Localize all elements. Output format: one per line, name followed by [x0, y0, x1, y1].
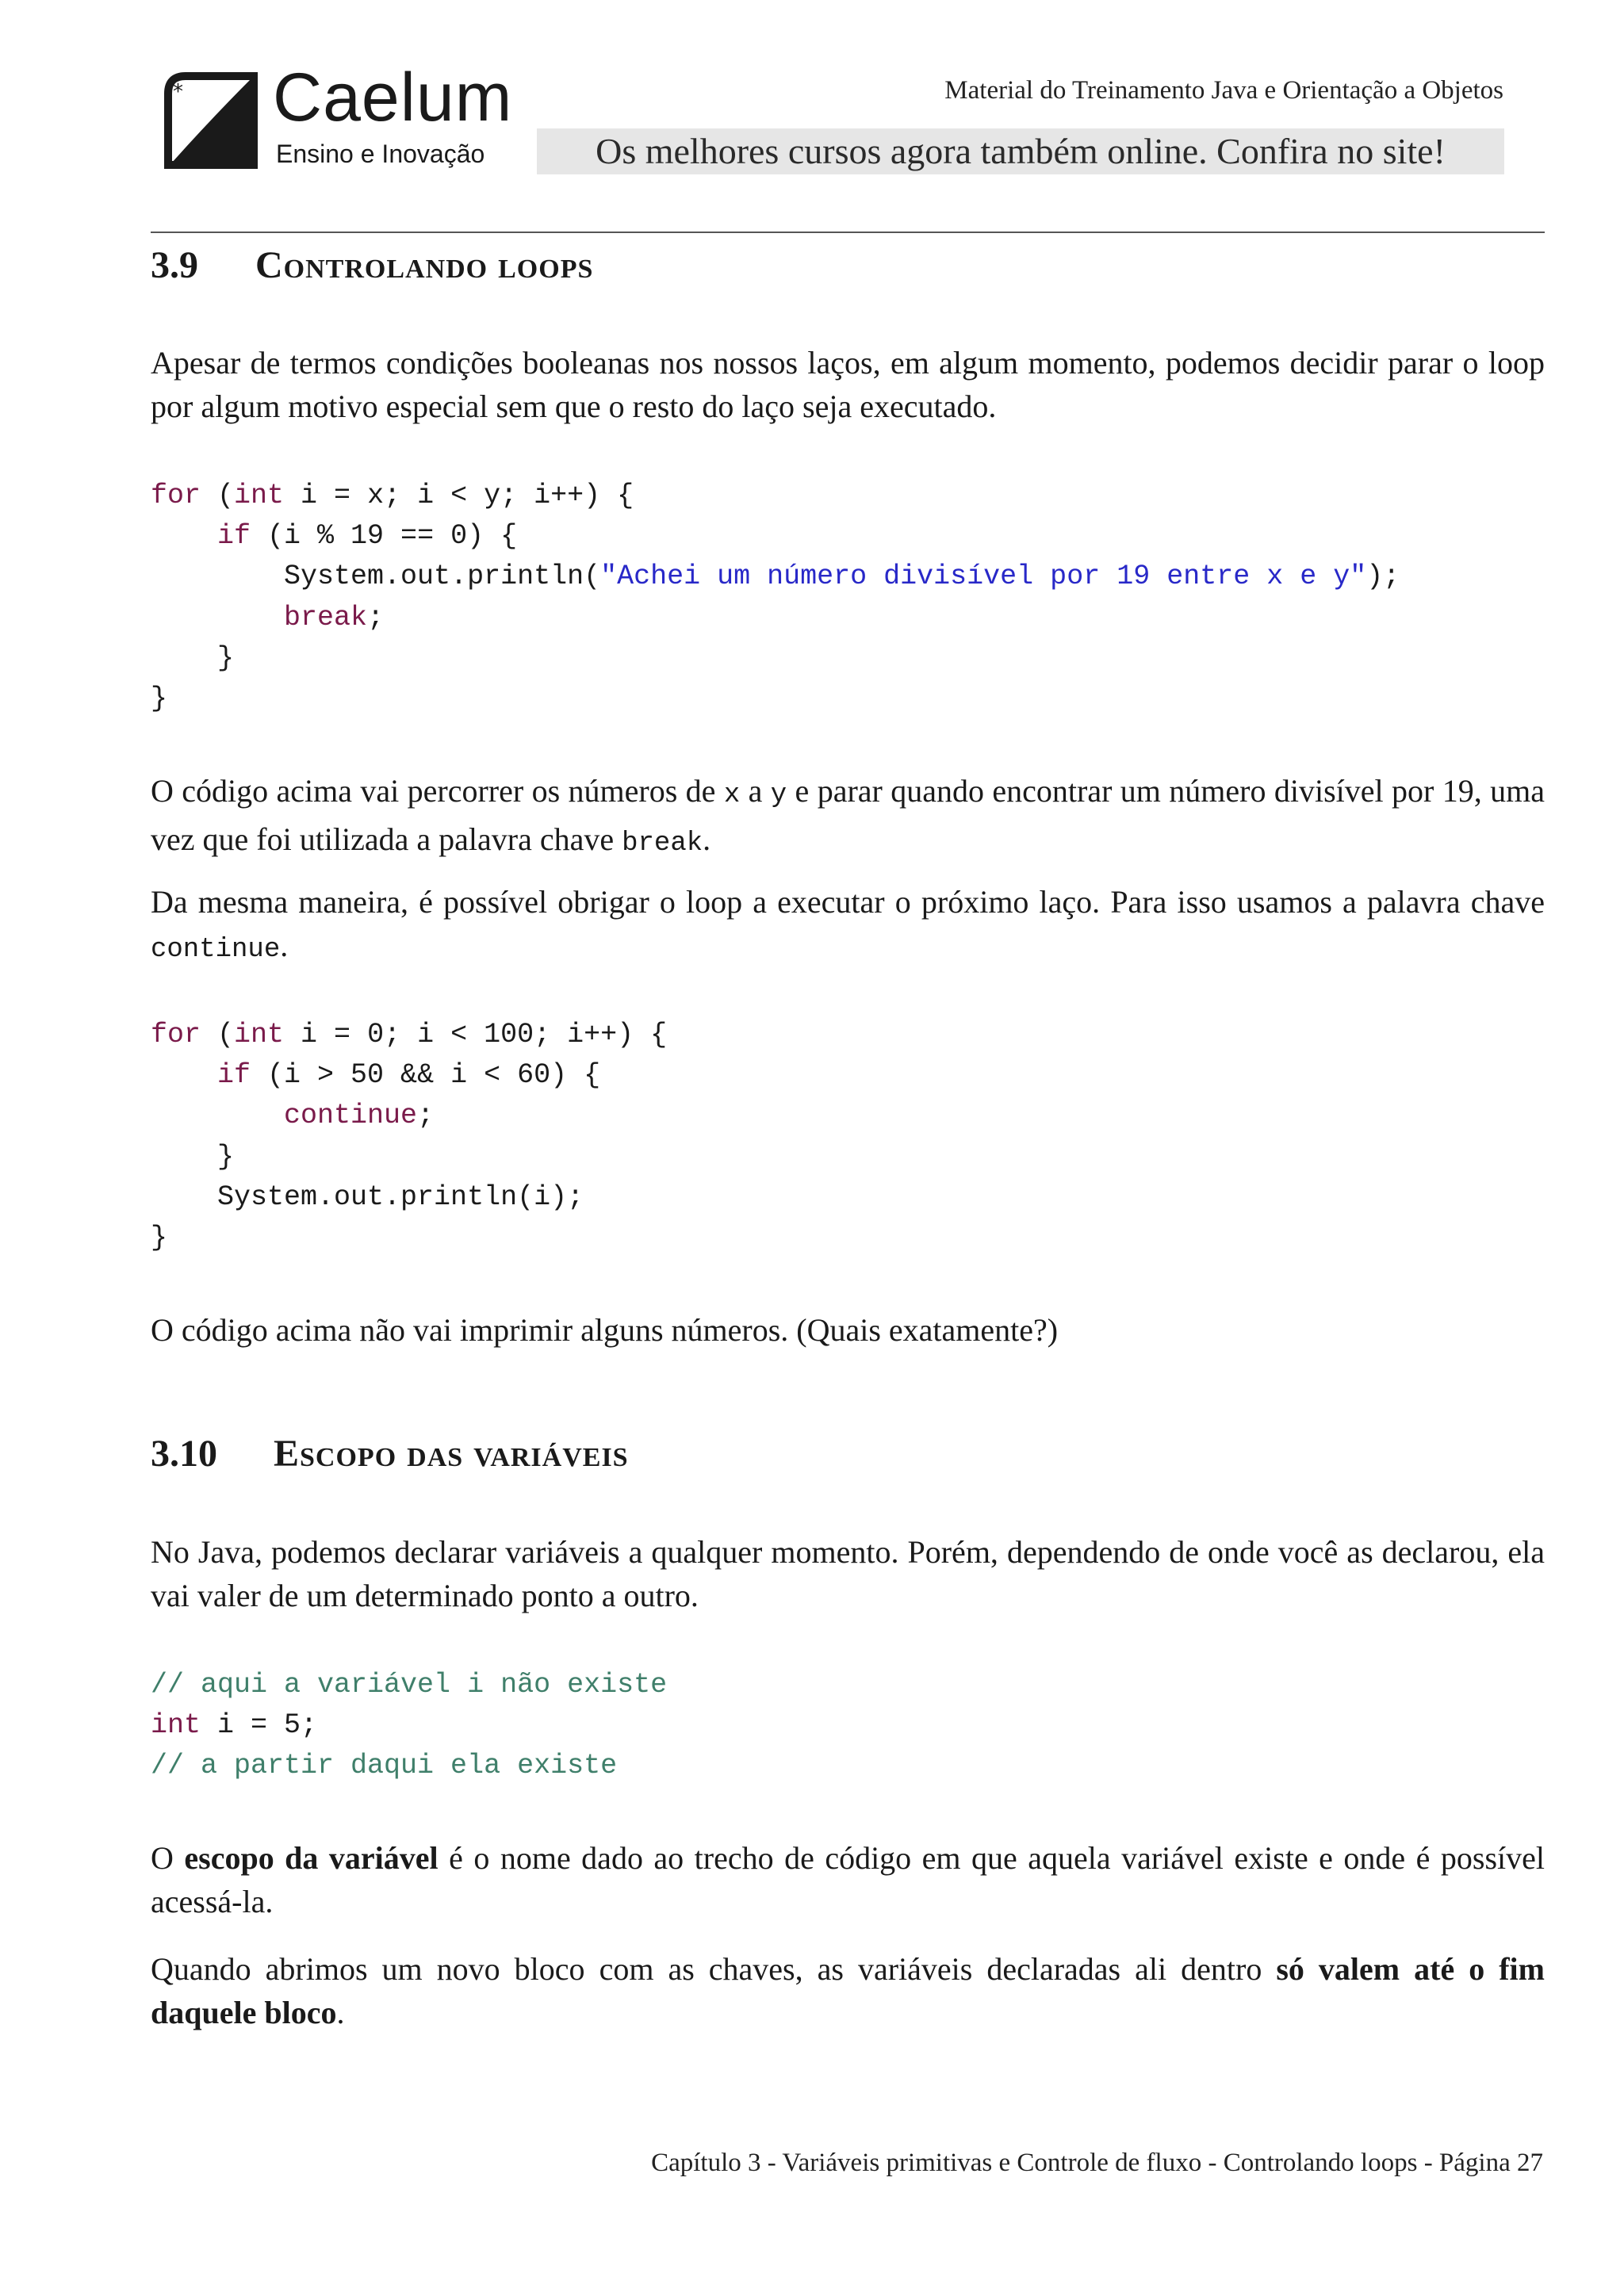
paragraph-scope-definition: O escopo da variável é o nome dado ao trecho de código em que aquela variável existe e onde é possível acessá-la. [151, 1840, 1545, 1919]
paragraph-after-continue: O código acima não vai imprimir alguns números. (Quais exatamente?) [151, 1312, 1059, 1348]
code-block-scope [151, 1665, 667, 1787]
logo-name: Caelum [273, 59, 513, 136]
caelum-logo [157, 59, 513, 176]
code-block-continue [151, 1015, 667, 1258]
logo-tagline: Ensino e Inovação [276, 140, 485, 168]
code-line: if (i % 19 == 0) { [217, 520, 518, 553]
code-line: for (int i = x; i < y; i++) { [151, 480, 634, 511]
code-line: } [151, 683, 168, 715]
section-number: 3.10 [151, 1433, 217, 1475]
header-material-title: Material do Treinamento Java e Orientação a Objetos [944, 76, 1503, 105]
code-line: } [151, 1222, 168, 1254]
section-title: Controlando loops [255, 244, 594, 286]
code-line: if (i > 50 && i < 60) { [217, 1059, 601, 1092]
code-line: break; [284, 601, 385, 633]
code-line: // aqui a variável i não existe [151, 1669, 668, 1701]
code-line: // a partir daqui ela existe [151, 1750, 618, 1782]
svg-text:*: * [173, 80, 183, 104]
code-line: } [151, 641, 235, 674]
section-number: 3.9 [151, 244, 198, 286]
code-line: for (int i = 0; i < 100; i++) { [151, 1019, 668, 1050]
code-line: System.out.println("Achei um número divisível por 19 entre x e y"); [151, 561, 1400, 593]
paragraph-intro-3-9: Apesar de termos condições booleanas nos nossos laços, em algum momento, podemos decidir parar o loop por algum motivo especial sem que o resto do laço seja executado. [151, 345, 1545, 424]
page-footer: Capítulo 3 - Variáveis primitivas e Controle de fluxo - Controlando loops - Página 27 [651, 2149, 1543, 2177]
caelum-logo-icon [157, 70, 260, 173]
paragraph-intro-3-10: No Java, podemos declarar variáveis a qualquer momento. Porém, dependendo de onde você as declarou, ela vai valer de um determinado ponto a outro. [151, 1534, 1545, 1613]
code-line: System.out.println(i); [151, 1181, 584, 1213]
header-divider [151, 232, 1545, 233]
code-line: int i = 5; [151, 1709, 318, 1742]
code-line: continue; [284, 1100, 435, 1132]
paragraph-after-break: O código acima vai percorrer os números de x a y e parar quando encontrar um número divisível por 19, uma vez que foi utilizada a palavra chave break. [151, 773, 1545, 859]
code-block-break [151, 476, 1400, 719]
header-banner: Os melhores cursos agora também online. Confira no site! [537, 128, 1504, 174]
section-heading-3-9 [151, 243, 594, 287]
section-title: Escopo das variáveis [274, 1433, 629, 1475]
code-line: } [151, 1140, 235, 1173]
section-heading-3-10 [151, 1432, 629, 1475]
paragraph-continue-intro: Da mesma maneira, é possível obrigar o loop a executar o próximo laço. Para isso usamos a palavra chave continue. [151, 884, 1545, 965]
paragraph-block-scope: Quando abrimos um novo bloco com as chaves, as variáveis declaradas ali dentro só valem até o fim daquele bloco. [151, 1951, 1545, 2030]
